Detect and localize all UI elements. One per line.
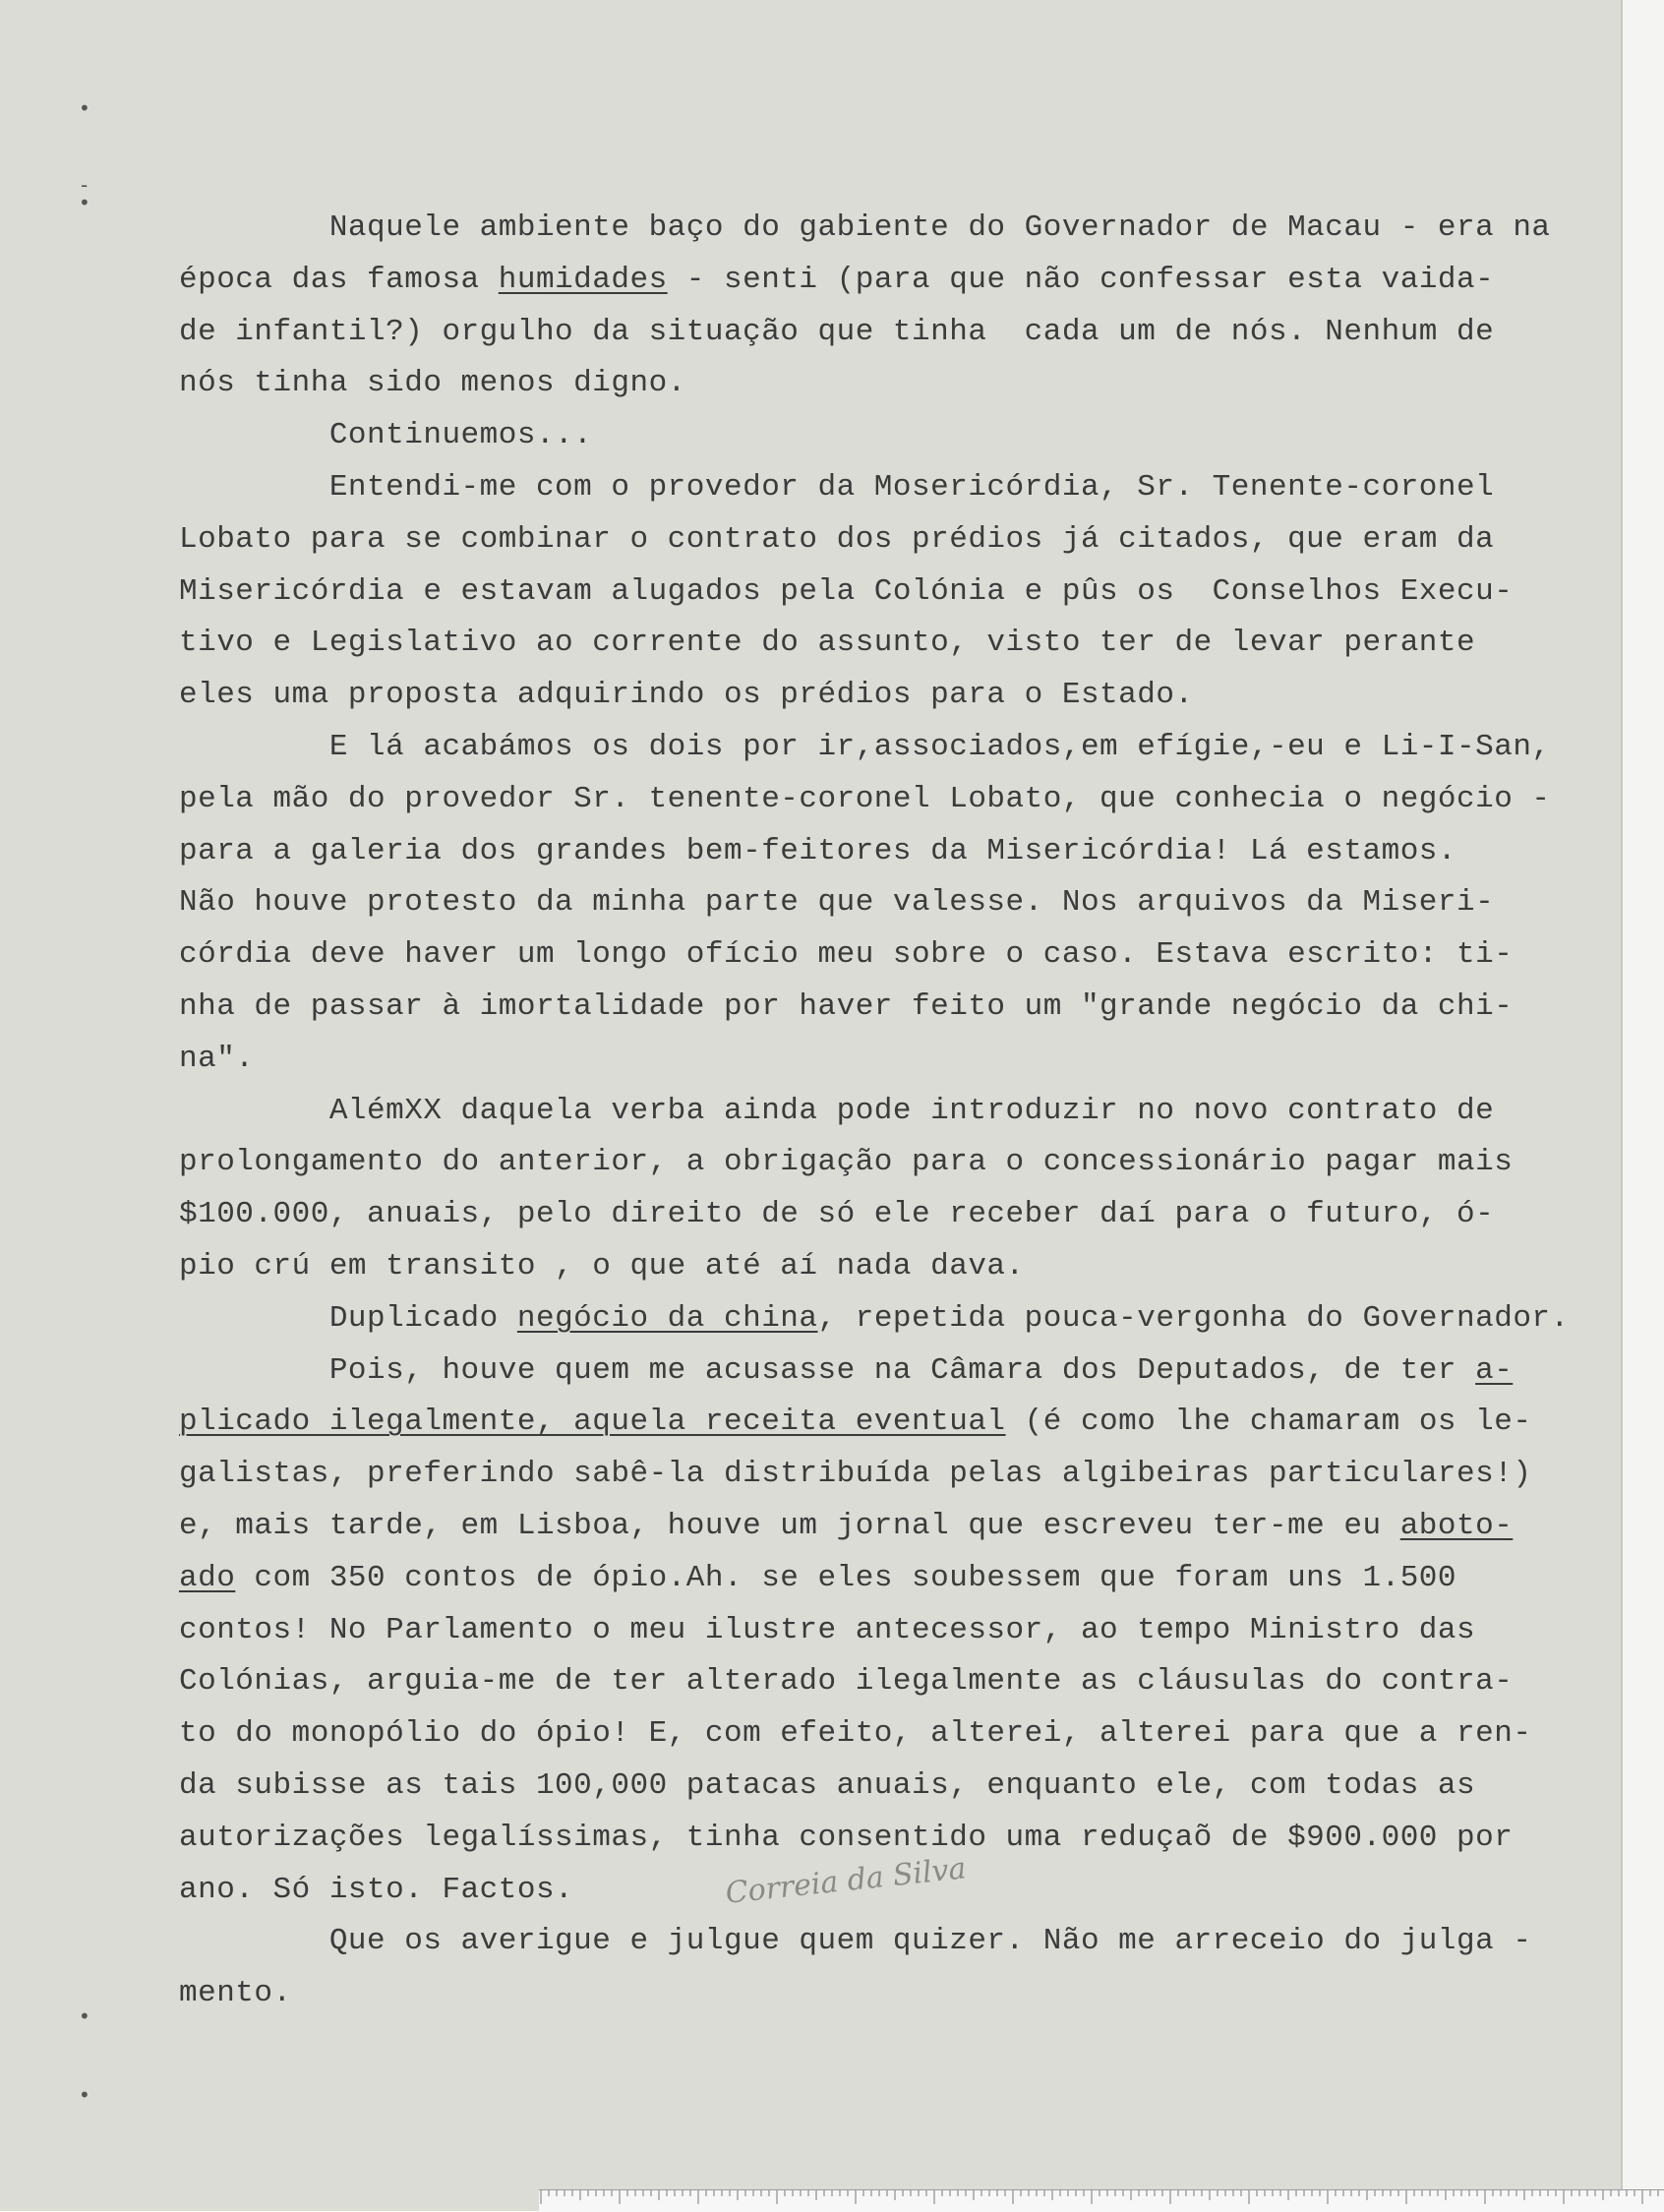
text-line	[179, 1708, 1575, 1761]
text-segment: Que os averigue e julgue quem quizer. Não me arreceio do julga -	[179, 1924, 1532, 1959]
text-segment: autorizações legalíssimas, tinha consentido uma reduçaõ de $900.000 por	[179, 1820, 1514, 1855]
text-segment: Pois, houve quem me acusasse na Câmara dos Deputados, de ter	[179, 1352, 1476, 1388]
text-line	[179, 1034, 1575, 1086]
text-segment: pela mão do provedor Sr. tenente-coronel Lobato, que conhecia o negócio -	[179, 781, 1551, 816]
text-segment: galistas, preferindo sabê-la distribuída pelas algibeiras particulares!)	[179, 1457, 1532, 1492]
text-segment: nha de passar à imortalidade por haver feito um "grande negócio da chi-	[179, 988, 1514, 1024]
text-segment: para a galeria dos grandes bem-feitores da Misericórdia! Lá estamos.	[179, 833, 1457, 868]
text-line	[179, 1137, 1575, 1189]
text-segment: da subisse as tais 100,000 patacas anuais, enquanto ele, com todas as	[179, 1767, 1476, 1803]
text-line	[179, 567, 1575, 619]
text-line	[179, 670, 1575, 722]
underlined-text: ado	[179, 1560, 236, 1595]
text-line	[179, 722, 1575, 774]
text-line	[179, 1397, 1575, 1449]
text-segment: Lobato para se combinar o contrato dos prédios já citados, que eram da	[179, 521, 1495, 557]
text-segment: (é como lhe chamaram os le-	[1005, 1405, 1532, 1440]
margin-mark: -	[81, 173, 89, 197]
scan-background	[1623, 0, 1664, 2211]
text-line	[179, 255, 1575, 307]
text-line	[179, 514, 1575, 567]
underlined-text: humidades	[498, 262, 668, 297]
text-line	[179, 877, 1575, 929]
margin-mark: •	[79, 2004, 90, 2028]
text-line	[179, 1086, 1575, 1138]
text-segment: Entendi-me com o provedor da Mosericórdia, Sr. Tenente-coronel	[179, 469, 1495, 505]
text-segment: Continuemos...	[179, 418, 593, 453]
text-segment: to do monopólio do ópio! E, com efeito, alterei, alterei para que a ren-	[179, 1716, 1532, 1752]
text-segment: contos! No Parlamento o meu ilustre antecessor, ao tempo Ministro das	[179, 1612, 1476, 1647]
handwritten-signature: Correia da Silva	[724, 1851, 968, 1911]
text-line	[179, 1813, 1575, 1865]
text-segment: prolongamento do anterior, a obrigação para o concessionário pagar mais	[179, 1145, 1514, 1180]
text-segment: Misericórdia e estavam alugados pela Colónia e pûs os Conselhos Execu-	[179, 573, 1514, 609]
text-segment: na".	[179, 1041, 255, 1076]
text-segment: Naquele ambiente baço do gabiente do Governador de Macau - era na	[179, 210, 1551, 245]
text-segment: E lá acabámos os dois por ir,associados,em efígie,-eu e Li-I-San,	[179, 729, 1551, 764]
text-line	[179, 1449, 1575, 1501]
text-segment: Colónias, arguia-me de ter alterado ilegalmente as cláusulas do contra-	[179, 1664, 1514, 1700]
text-segment: época das famosa	[179, 262, 499, 297]
text-segment: $100.000, anuais, pelo direito de só ele receber daí para o futuro, ó-	[179, 1197, 1495, 1232]
text-line	[179, 462, 1575, 514]
text-segment: tivo e Legislativo ao corrente do assunto, visto ter de levar perante	[179, 626, 1476, 661]
underlined-text: plicado ilegalmente, aquela receita eventual	[179, 1405, 1006, 1440]
text-line	[179, 1241, 1575, 1293]
text-line	[179, 774, 1575, 826]
underlined-text: aboto-	[1399, 1508, 1514, 1543]
text-segment: eles uma proposta adquirindo os prédios para o Estado.	[179, 678, 1194, 713]
text-line	[179, 929, 1575, 982]
text-line	[179, 618, 1575, 670]
text-segment: com 350 contos de ópio.Ah. se eles soubessem que foram uns 1.500	[235, 1560, 1457, 1595]
text-segment: ano. Só isto. Factos.	[179, 1872, 574, 1907]
scale-ruler	[539, 2189, 1664, 2212]
text-segment: - senti (para que não confessar esta vaida-	[667, 262, 1495, 297]
text-line	[179, 1189, 1575, 1241]
text-line	[179, 410, 1575, 462]
margin-mark: •	[79, 96, 90, 120]
text-segment: mento.	[179, 1976, 292, 2011]
text-segment: Duplicado	[179, 1300, 517, 1336]
text-segment: Não houve protesto da minha parte que valesse. Nos arquivos da Miseri-	[179, 885, 1495, 921]
text-line	[179, 1761, 1575, 1813]
text-segment: e, mais tarde, em Lisboa, houve um jornal que escreveu ter-me eu	[179, 1508, 1400, 1543]
underlined-text: a-	[1475, 1352, 1514, 1388]
text-segment: , repetida pouca-vergonha do Governador.	[817, 1300, 1570, 1336]
text-line	[179, 1605, 1575, 1657]
text-line	[179, 982, 1575, 1034]
typescript-body	[179, 203, 1575, 2020]
text-line	[179, 1968, 1575, 2020]
text-line	[179, 1293, 1575, 1345]
underlined-text: negócio da china	[516, 1300, 818, 1336]
text-line	[179, 826, 1575, 878]
margin-mark: •	[79, 191, 90, 214]
text-line	[179, 358, 1575, 410]
text-segment: pio crú em transito , o que até aí nada dava.	[179, 1248, 1025, 1284]
text-line	[179, 1501, 1575, 1553]
margin-mark: •	[79, 2083, 90, 2107]
text-line	[179, 1916, 1575, 1968]
text-segment: AlémXX daquela verba ainda pode introduzir no novo contrato de	[179, 1093, 1495, 1128]
text-line	[179, 203, 1575, 255]
text-line	[179, 307, 1575, 359]
text-line	[179, 1553, 1575, 1605]
text-line	[179, 1656, 1575, 1708]
text-line	[179, 1345, 1575, 1398]
text-segment: de infantil?) orgulho da situação que tinha cada um de nós. Nenhum de	[179, 314, 1495, 349]
text-segment: córdia deve haver um longo ofício meu sobre o caso. Estava escrito: ti-	[179, 937, 1514, 973]
ruler-ticks	[539, 2190, 1664, 2212]
text-segment: nós tinha sido menos digno.	[179, 366, 686, 401]
